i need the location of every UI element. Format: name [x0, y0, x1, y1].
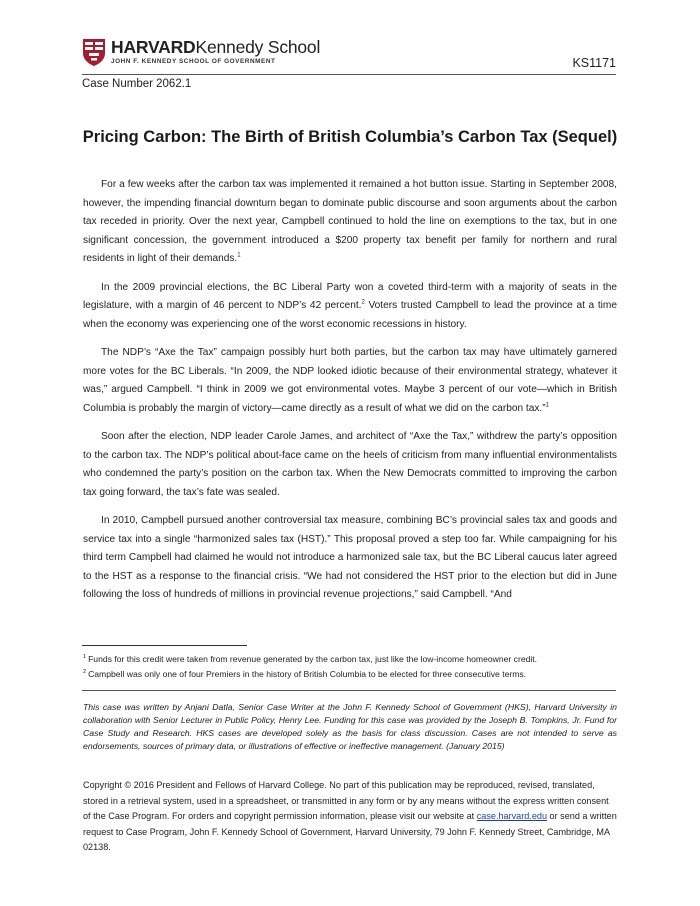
- paragraph: For a few weeks after the carbon tax was implemented it remained a hot button issue. Starting in September 2008, however, the impending financial downturn began to dominate public discourse and soon arguments about the carbon tax receded in priority. Over the next year, Campbell continued to hold the line on exemptions to the tax, but in one significant concession, the government introduced a $200 property tax benefit per family for northern and rural residents in light of their demands.$^1$: [83, 179, 617, 264]
- footnote: $^1$ Funds for this credit were taken from revenue generated by the carbon tax, just like the low-income homeowner credit.: [83, 654, 538, 664]
- footnotes: [83, 652, 623, 682]
- harvard-kennedy-school-logo: [82, 38, 320, 72]
- footnote-divider: [82, 645, 247, 646]
- footnote-ref: 1: [545, 402, 549, 409]
- logo-harvard-text: HARVARD: [111, 37, 196, 57]
- footnote-ref: 2: [361, 299, 365, 306]
- page-header: [82, 38, 616, 74]
- footnote: $^2$ Campbell was only one of four Premiers in the history of British Columbia to be elected for three consecutive terms.: [83, 669, 527, 679]
- case-id: KS1171: [572, 56, 616, 70]
- case-number: Case Number 2062.1: [82, 78, 192, 90]
- footer-divider: [82, 690, 616, 691]
- document-title: Pricing Carbon: The Birth of British Columbia’s Carbon Tax (Sequel): [82, 128, 618, 146]
- logo-subtitle: JOHN F. KENNEDY SCHOOL OF GOVERNMENT: [111, 58, 276, 65]
- paragraph: In 2010, Campbell pursued another controversial tax measure, combining BC’s provincial sales tax and goods and service tax into a single “harmonized sales tax (HST).” This proposal proved a step too far. While campaigning for his third term Campbell had claimed he would not introduce a harmonized sale tax, but the BC Liberal caucus later agreed to the HST as a response to the financial crisis. “We had not considered the HST prior to the election but did in June following the loss of hundreds of millions in provincial revenue projections,” said Campbell. “And: [83, 515, 617, 600]
- document-body: [83, 176, 617, 615]
- footnote-ref: 1: [237, 252, 241, 259]
- case-authorship-note: This case was written by Anjani Datla, Senior Case Writer at the John F. Kennedy School of Government (HKS), Harvard University in collaboration with Senior Lecturer in Public Policy, Henry Lee. Funding for this case was provided by the Joseph B. Tompkins, Jr. Fund for Case Study and Research. HKS cases are developed solely as the basis for class discussion. Cases are not intended to serve as endorsements, sources of primary data, or illustrations of effective or ineffective management. (January 2015): [83, 702, 617, 751]
- paragraph: Soon after the election, NDP leader Carole James, and architect of “Axe the Tax,” withdrew the party’s opposition to the carbon tax. The NDP’s political about-face came on the heels of criticism from many influential environmentalists who condemned the party’s position on the carbon tax. When the New Democrats committed to improving the carbon tax going forward, the tax’s fate was sealed.: [83, 431, 617, 498]
- paragraph: In the 2009 provincial elections, the BC Liberal Party won a coveted third-term with a majority of seats in the legislature, with a margin of 46 percent to NDP’s 42 percent.$^2$ Voters trusted Campbell to lead the province at a time when the economy was experiencing one of the worst economic recessions in history.: [83, 281, 617, 330]
- logo-kennedy-school-text: Kennedy School: [195, 37, 321, 57]
- paragraph: The NDP’s “Axe the Tax” campaign possibly hurt both parties, but the carbon tax may have ultimately garnered more votes for the BC Liberals. “In 2009, the NDP looked idiotic because of their environmental strategy, whatever it was,” argued Campbell. “I think in 2009 we got environmental votes. Maybe 3 percent of our vote—which in British Columbia is probably the margin of victory—came directly as a result of what we did on the carbon tax.”$^1$: [83, 347, 617, 414]
- copyright-notice: Copyright © 2016 President and Fellows of Harvard College. No part of this publication may be reproduced, revised, translated, stored in a retrieval system, used in a spreadsheet, or transmitted in any form or by any means without the express written consent of the Case Program. For orders and copyright permission information, please visit our website at case.harvard.edu or send a written request to Case Program, John F. Kennedy School of Government, Harvard University, 79 John F. Kennedy Street, Cambridge, MA 02138.: [83, 780, 617, 852]
- header-divider: [82, 74, 616, 75]
- harvard-shield-icon: [82, 38, 106, 67]
- case-program-link[interactable]: case.harvard.edu: [476, 811, 548, 821]
